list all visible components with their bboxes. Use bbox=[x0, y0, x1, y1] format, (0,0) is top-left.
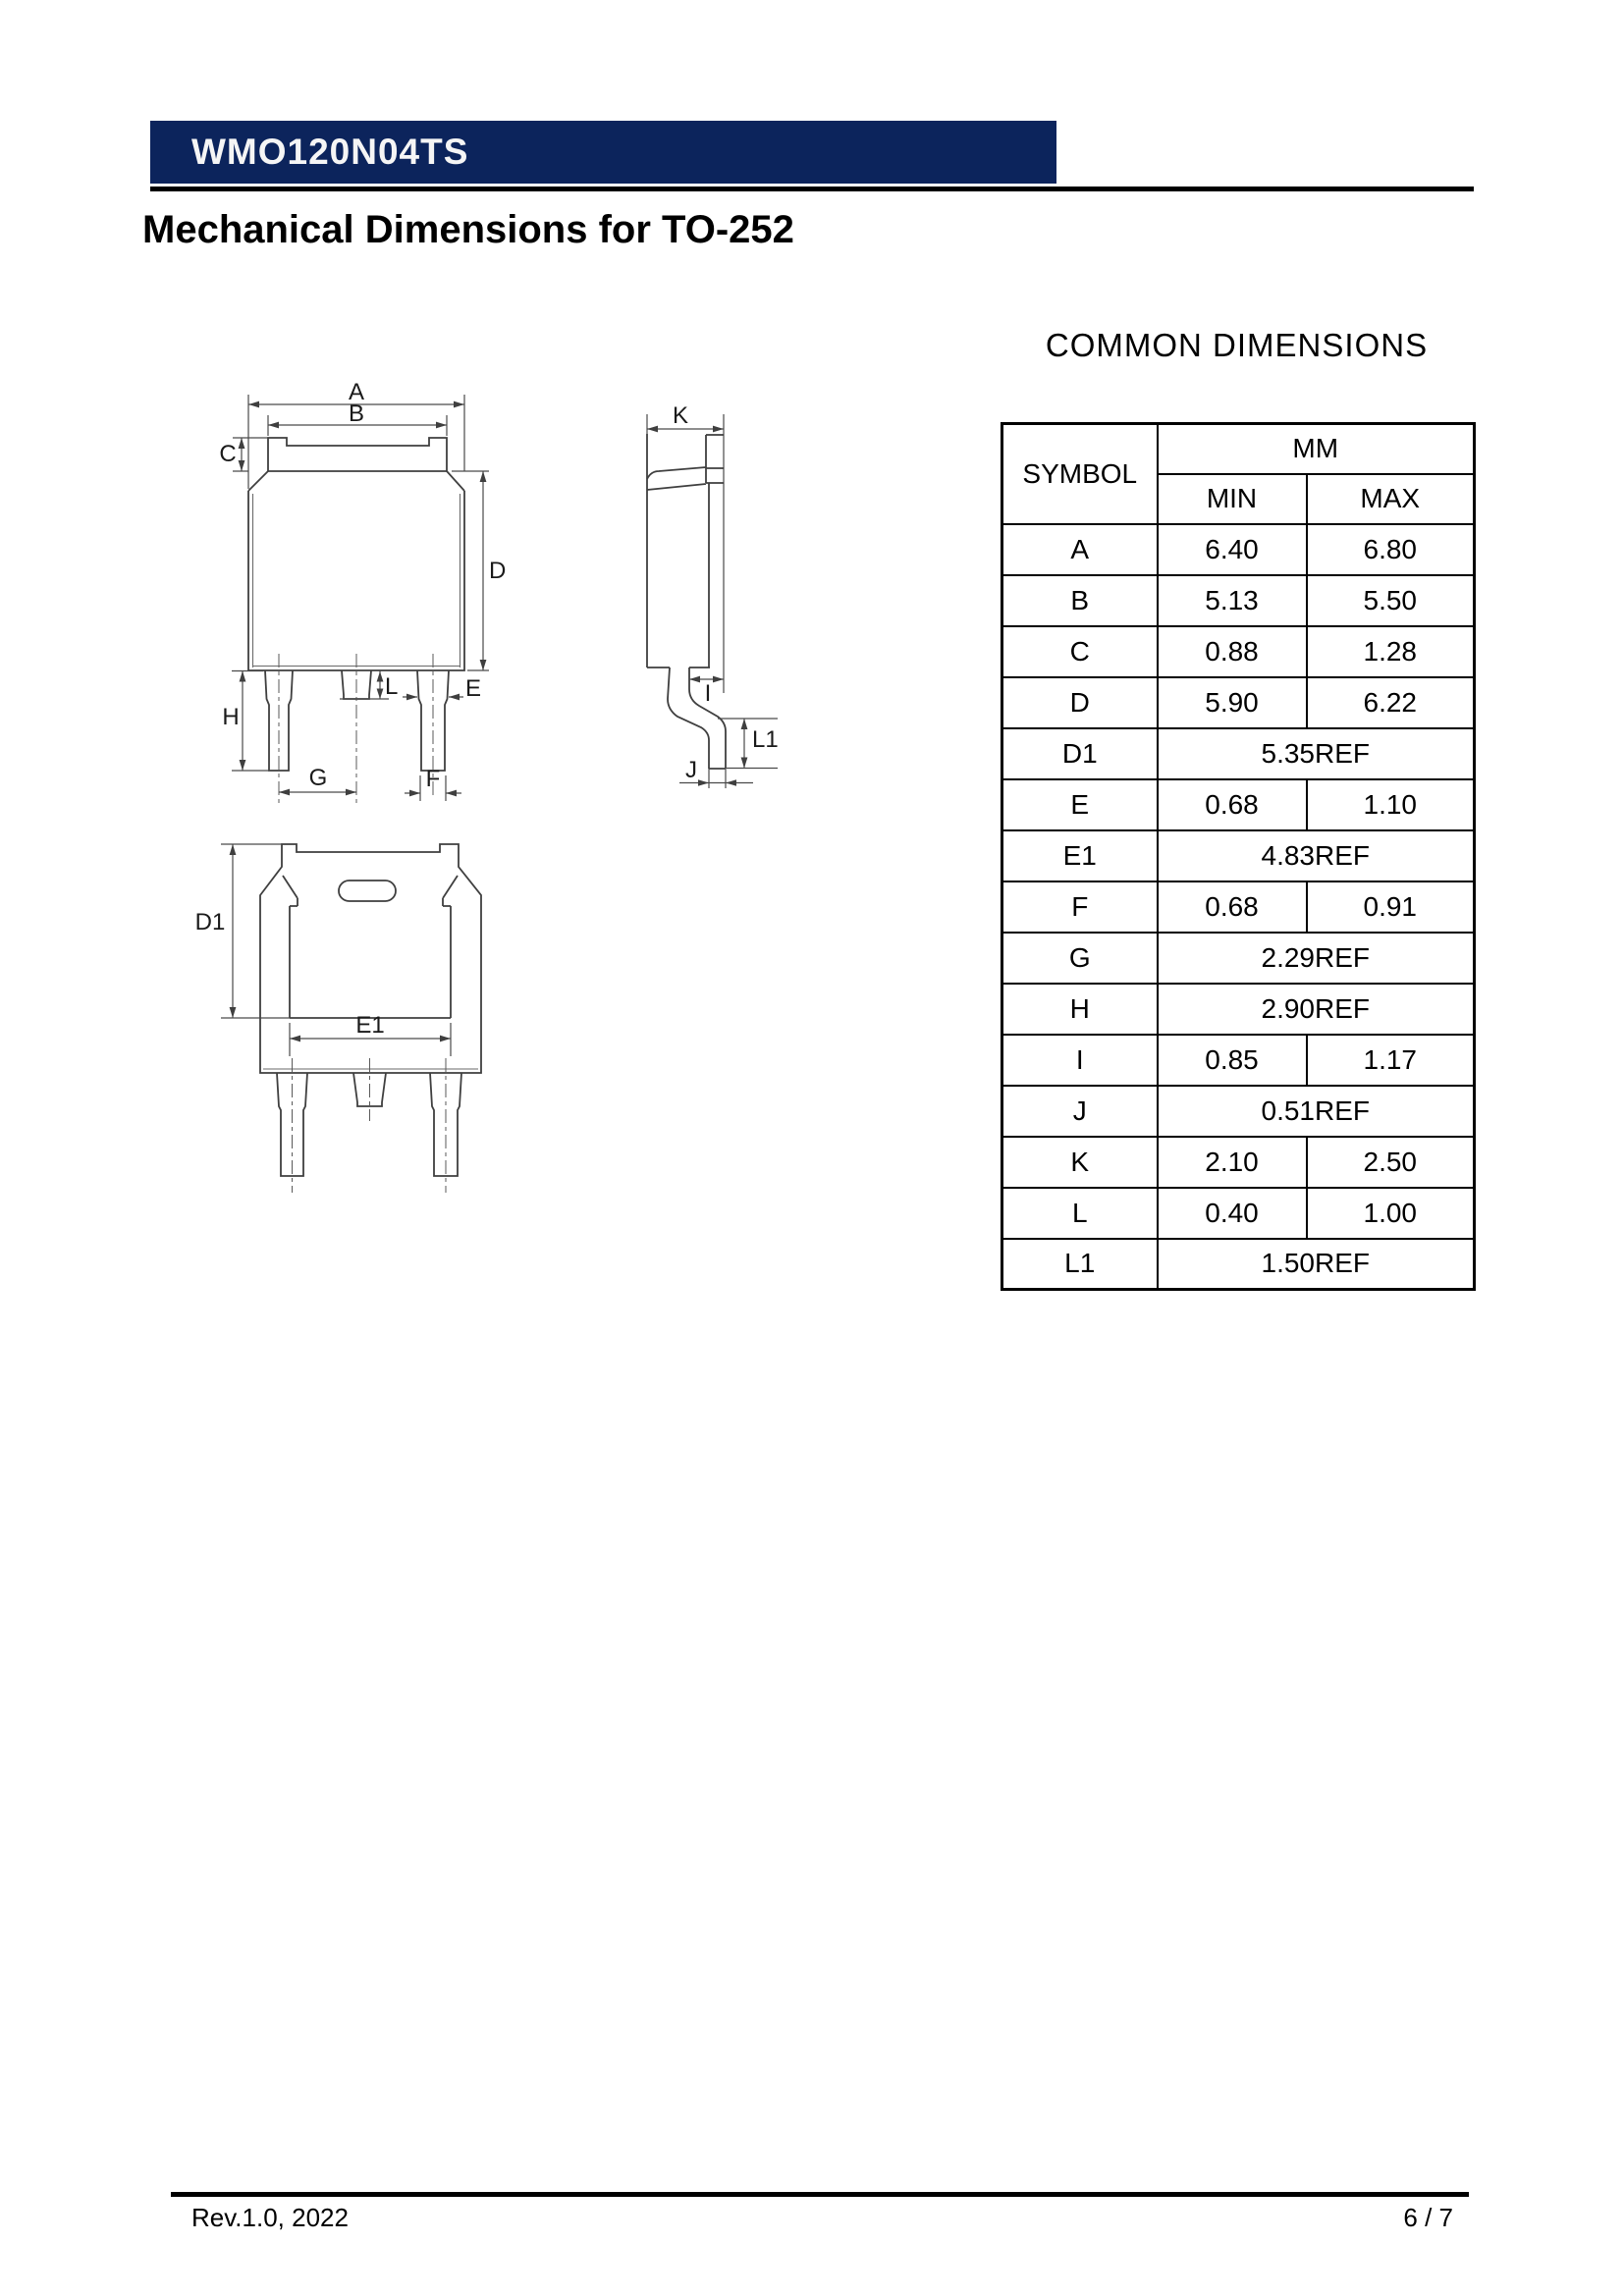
cell-max-value: 1.17 bbox=[1307, 1035, 1475, 1086]
dim-label-f: F bbox=[425, 766, 441, 792]
cell-symbol: G bbox=[1002, 933, 1158, 984]
table-row bbox=[1002, 575, 1475, 626]
dim-label-k: K bbox=[672, 402, 689, 429]
cell-min-value: 0.68 bbox=[1158, 779, 1307, 830]
header-min: MIN bbox=[1158, 474, 1307, 524]
cell-max-value: 2.50 bbox=[1307, 1137, 1475, 1188]
side-package-outline bbox=[647, 414, 726, 769]
cell-symbol: F bbox=[1002, 881, 1158, 933]
product-title-bar bbox=[150, 121, 1056, 184]
table-row bbox=[1002, 1239, 1475, 1290]
cell-ref-value: 5.35REF bbox=[1158, 728, 1475, 779]
table-title: COMMON DIMENSIONS bbox=[1045, 327, 1429, 363]
dim-label-d: D bbox=[489, 558, 507, 584]
back-dimensions bbox=[195, 844, 451, 1056]
cell-min-value: 6.40 bbox=[1158, 524, 1307, 575]
cell-symbol: K bbox=[1002, 1137, 1158, 1188]
front-dimensions bbox=[219, 379, 506, 801]
dim-label-i: I bbox=[704, 680, 712, 707]
cell-min-value: 0.88 bbox=[1158, 626, 1307, 677]
dim-label-g: G bbox=[308, 765, 328, 791]
product-title: WMO120N04TS bbox=[191, 132, 469, 172]
cell-symbol: C bbox=[1002, 626, 1158, 677]
table-row bbox=[1002, 984, 1475, 1035]
cell-min-value: 0.68 bbox=[1158, 881, 1307, 933]
side-view-drawing bbox=[569, 373, 844, 805]
cell-symbol: J bbox=[1002, 1086, 1158, 1137]
dim-label-d1: D1 bbox=[194, 909, 226, 935]
cell-ref-value: 2.29REF bbox=[1158, 933, 1475, 984]
cell-max-value: 1.10 bbox=[1307, 779, 1475, 830]
cell-min-value: 0.85 bbox=[1158, 1035, 1307, 1086]
table-row bbox=[1002, 728, 1475, 779]
dim-label-h: H bbox=[222, 704, 240, 730]
header-symbol: SYMBOL bbox=[1002, 424, 1158, 524]
footer-rule bbox=[171, 2192, 1469, 2197]
table-row bbox=[1002, 1137, 1475, 1188]
dim-label-l1: L1 bbox=[752, 726, 779, 753]
dim-label-j: J bbox=[685, 757, 697, 783]
header-rule bbox=[150, 187, 1474, 191]
cell-max-value: 0.91 bbox=[1307, 881, 1475, 933]
section-heading: Mechanical Dimensions for TO-252 bbox=[142, 208, 794, 251]
header-unit: MM bbox=[1158, 424, 1475, 474]
cell-symbol: H bbox=[1002, 984, 1158, 1035]
dim-label-c: C bbox=[219, 441, 237, 467]
table-row bbox=[1002, 1188, 1475, 1239]
side-dimensions bbox=[647, 402, 779, 788]
cell-min-value: 5.90 bbox=[1158, 677, 1307, 728]
cell-symbol: I bbox=[1002, 1035, 1158, 1086]
cell-ref-value: 0.51REF bbox=[1158, 1086, 1475, 1137]
table-row bbox=[1002, 1035, 1475, 1086]
dim-label-a: A bbox=[348, 379, 365, 405]
dim-label-l: L bbox=[385, 673, 399, 700]
cell-max-value: 6.80 bbox=[1307, 524, 1475, 575]
table-row bbox=[1002, 677, 1475, 728]
footer-page-number: 6 / 7 bbox=[1403, 2203, 1453, 2232]
cell-min-value: 0.40 bbox=[1158, 1188, 1307, 1239]
cell-ref-value: 1.50REF bbox=[1158, 1239, 1475, 1290]
dim-label-e1: E1 bbox=[355, 1012, 385, 1039]
cell-ref-value: 2.90REF bbox=[1158, 984, 1475, 1035]
cell-symbol: B bbox=[1002, 575, 1158, 626]
cell-max-value: 1.00 bbox=[1307, 1188, 1475, 1239]
cell-symbol: A bbox=[1002, 524, 1158, 575]
cell-max-value: 6.22 bbox=[1307, 677, 1475, 728]
cell-symbol: E bbox=[1002, 779, 1158, 830]
cell-symbol: L1 bbox=[1002, 1239, 1158, 1290]
table-row bbox=[1002, 524, 1475, 575]
back-view-drawing bbox=[137, 805, 550, 1217]
dimensions-table bbox=[1001, 422, 1476, 1291]
table-row bbox=[1002, 779, 1475, 830]
table-row bbox=[1002, 933, 1475, 984]
dim-label-e: E bbox=[465, 675, 482, 702]
front-package-outline bbox=[248, 438, 464, 807]
front-view-drawing bbox=[137, 363, 550, 825]
cell-symbol: E1 bbox=[1002, 830, 1158, 881]
cell-max-value: 1.28 bbox=[1307, 626, 1475, 677]
table-row bbox=[1002, 881, 1475, 933]
footer-revision: Rev.1.0, 2022 bbox=[191, 2203, 349, 2232]
cell-symbol: L bbox=[1002, 1188, 1158, 1239]
cell-symbol: D bbox=[1002, 677, 1158, 728]
header-max: MAX bbox=[1307, 474, 1475, 524]
table-row bbox=[1002, 830, 1475, 881]
table-row bbox=[1002, 626, 1475, 677]
cell-ref-value: 4.83REF bbox=[1158, 830, 1475, 881]
dim-label-b: B bbox=[348, 400, 365, 427]
cell-symbol: D1 bbox=[1002, 728, 1158, 779]
cell-min-value: 2.10 bbox=[1158, 1137, 1307, 1188]
cell-max-value: 5.50 bbox=[1307, 575, 1475, 626]
cell-min-value: 5.13 bbox=[1158, 575, 1307, 626]
dimensions-table-body bbox=[1002, 524, 1475, 1290]
table-row bbox=[1002, 1086, 1475, 1137]
